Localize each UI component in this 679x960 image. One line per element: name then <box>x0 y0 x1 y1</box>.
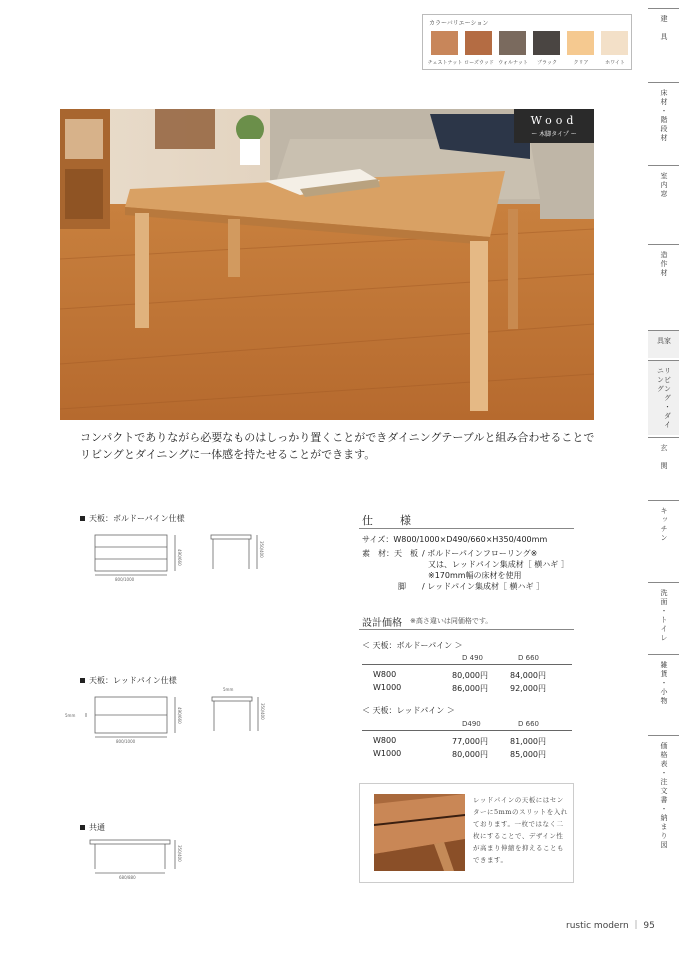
side-tab-label: 建 具 <box>660 15 668 42</box>
side-tab-label: 玄 関 <box>660 444 668 471</box>
section-label-common: 共通 <box>80 822 105 833</box>
side-tab-rule <box>648 735 679 736</box>
side-tab-rule <box>648 8 679 9</box>
slit-detail-illustration <box>374 794 465 871</box>
side-tab-label: 雑貨・小物 <box>660 661 668 706</box>
side-tab-rule <box>648 330 679 331</box>
hero-photo <box>60 109 594 420</box>
side-tab-label: 洗面・トイレ <box>660 589 668 643</box>
side-tab[interactable] <box>648 8 679 78</box>
color-swatch-label: ローズウッド <box>464 60 494 66</box>
price-table-line <box>362 664 572 665</box>
side-tab-label: 価格表・注文書・納まり図 <box>660 742 668 850</box>
section-bullet-icon <box>80 825 85 830</box>
price-row-size: W1000 <box>373 683 402 692</box>
price-cell: 84,000円 <box>510 671 546 680</box>
side-tab-rule <box>648 82 679 83</box>
color-swatch <box>499 31 526 55</box>
price-table-title: ＜ 天板：レッドパイン ＞ <box>362 706 455 715</box>
color-swatch-label: ブラック <box>537 60 557 66</box>
color-swatch <box>431 31 458 55</box>
side-tab-rule <box>648 437 679 438</box>
color-swatch <box>533 31 560 55</box>
side-tab-rule <box>648 500 679 501</box>
dim-height: 350/400 <box>259 541 264 558</box>
page-footer: rustic modern ｜ 95 <box>566 921 655 931</box>
drawing-bordeaux <box>85 527 275 587</box>
dim-width: 800/1000 <box>115 577 135 582</box>
color-swatch-label: ホワイト <box>605 60 625 66</box>
price-cell: 77,000円 <box>452 737 488 746</box>
color-variation-title: カラーバリエーション <box>429 20 489 27</box>
side-tab[interactable] <box>648 654 679 734</box>
side-tab-label: 家 具 <box>656 337 672 355</box>
dim-slit: 5mm <box>65 713 76 718</box>
price-cell: 80,000円 <box>452 750 488 759</box>
price-cell: 86,000円 <box>452 684 488 693</box>
price-row-size: W800 <box>373 736 397 745</box>
drawing-common <box>85 835 195 885</box>
dim-depth: 490/660 <box>177 549 182 566</box>
spec-heading: 仕 様 <box>362 514 419 527</box>
spec-material-label: 素 材：天 板 <box>362 549 418 558</box>
section-label-bordeaux: 天板：ボルドーパイン仕様 <box>80 513 185 524</box>
price-cell: 80,000円 <box>452 671 488 680</box>
side-tab-rule <box>648 360 679 361</box>
price-cell: 92,000円 <box>510 684 546 693</box>
price-row-size: W1000 <box>373 749 402 758</box>
wood-badge-title: Wood <box>530 114 578 127</box>
color-variation-panel <box>422 14 632 70</box>
spec-divider <box>359 528 574 529</box>
slit-note-text: レッドパインの天板にはセンターに5mmのスリットを入れております。一枚ではなく二枚にすることで、デザイン性が高まり伸縮を抑えることもできます。 <box>473 796 568 864</box>
spec-top-material-1: / ボルドーパインフローリング※ <box>422 549 538 558</box>
price-note: ※高さ違いは同価格です。 <box>410 617 493 625</box>
side-tab-rule <box>648 582 679 583</box>
dim-depth: 490/660 <box>177 707 182 724</box>
intro-line-2: リビングとダイニングに一体感を持たせることができます。 <box>80 448 376 461</box>
intro-line-1: コンパクトでありながら必要なものはしっかり置くことができダイニングテーブルと組み合わせることで <box>80 431 595 444</box>
dim-width: 680/880 <box>119 875 136 880</box>
table-photo-illustration <box>60 109 594 420</box>
side-tab-label: キッチン <box>660 507 668 543</box>
side-tab[interactable] <box>648 82 679 162</box>
slit-detail-photo <box>374 794 465 871</box>
intro-text <box>80 429 600 463</box>
color-swatch-label: クリア <box>573 60 589 66</box>
side-tab-label: リビング・ダイニング <box>656 367 672 430</box>
side-tab[interactable] <box>648 582 679 652</box>
side-tab[interactable] <box>648 330 679 358</box>
section-bullet-icon <box>80 678 85 683</box>
price-table-title: ＜ 天板：ボルドーパイン ＞ <box>362 641 463 650</box>
price-divider <box>359 629 574 630</box>
price-heading: 設計価格 <box>362 618 402 629</box>
side-tab-rule <box>648 165 679 166</box>
side-tab-label: 造作材 <box>660 251 668 278</box>
price-cell: 81,000円 <box>510 737 546 746</box>
spec-leg-material: / レッドパイン集成材［ 横ハギ ］ <box>422 582 545 591</box>
dim-height: 350/400 <box>260 703 265 720</box>
price-row-size: W800 <box>373 670 397 679</box>
side-tab-label: 室内窓 <box>660 172 668 199</box>
dim-height: 350/400 <box>177 845 182 862</box>
spec-top-material-2: 又は、レッドパイン集成材［ 横ハギ ］ <box>428 560 569 569</box>
section-label-redpine: 天板：レッドパイン仕様 <box>80 675 177 686</box>
price-table-line <box>362 730 572 731</box>
side-tab-label: 床材・階段材 <box>660 89 668 143</box>
wood-badge-subtitle: ー 木脚タイプ ー <box>531 131 577 138</box>
side-tab[interactable] <box>648 165 679 240</box>
section-bullet-icon <box>80 516 85 521</box>
spec-size: サイズ：W800/1000×D490/660×H350/400mm <box>362 535 548 544</box>
wood-badge <box>514 109 594 143</box>
side-tab[interactable] <box>648 360 679 435</box>
slit-note-box <box>359 783 574 883</box>
side-tab[interactable] <box>648 500 679 580</box>
price-col-header: D 660 <box>518 720 539 728</box>
color-swatch <box>601 31 628 55</box>
price-col-header: D 660 <box>518 654 539 662</box>
price-col-header: D490 <box>462 720 481 728</box>
drawing-redpine <box>60 685 275 750</box>
color-swatch-label: チェストナット <box>427 60 463 66</box>
side-tab-rule <box>648 244 679 245</box>
side-tab[interactable] <box>648 244 679 324</box>
color-swatch-label: ウォルナット <box>498 60 528 66</box>
price-cell: 85,000円 <box>510 750 546 759</box>
side-tab-rule <box>648 654 679 655</box>
price-col-header: D 490 <box>462 654 483 662</box>
dim-slit-top: 5mm <box>223 687 234 692</box>
spec-leg-label: 脚 <box>398 582 406 591</box>
spec-top-material-note: ※170mm幅の床材を使用 <box>428 571 522 580</box>
side-tab[interactable] <box>648 735 679 855</box>
side-tab[interactable] <box>648 437 679 497</box>
color-swatch <box>465 31 492 55</box>
dim-width: 800/1000 <box>116 739 136 744</box>
color-swatch <box>567 31 594 55</box>
